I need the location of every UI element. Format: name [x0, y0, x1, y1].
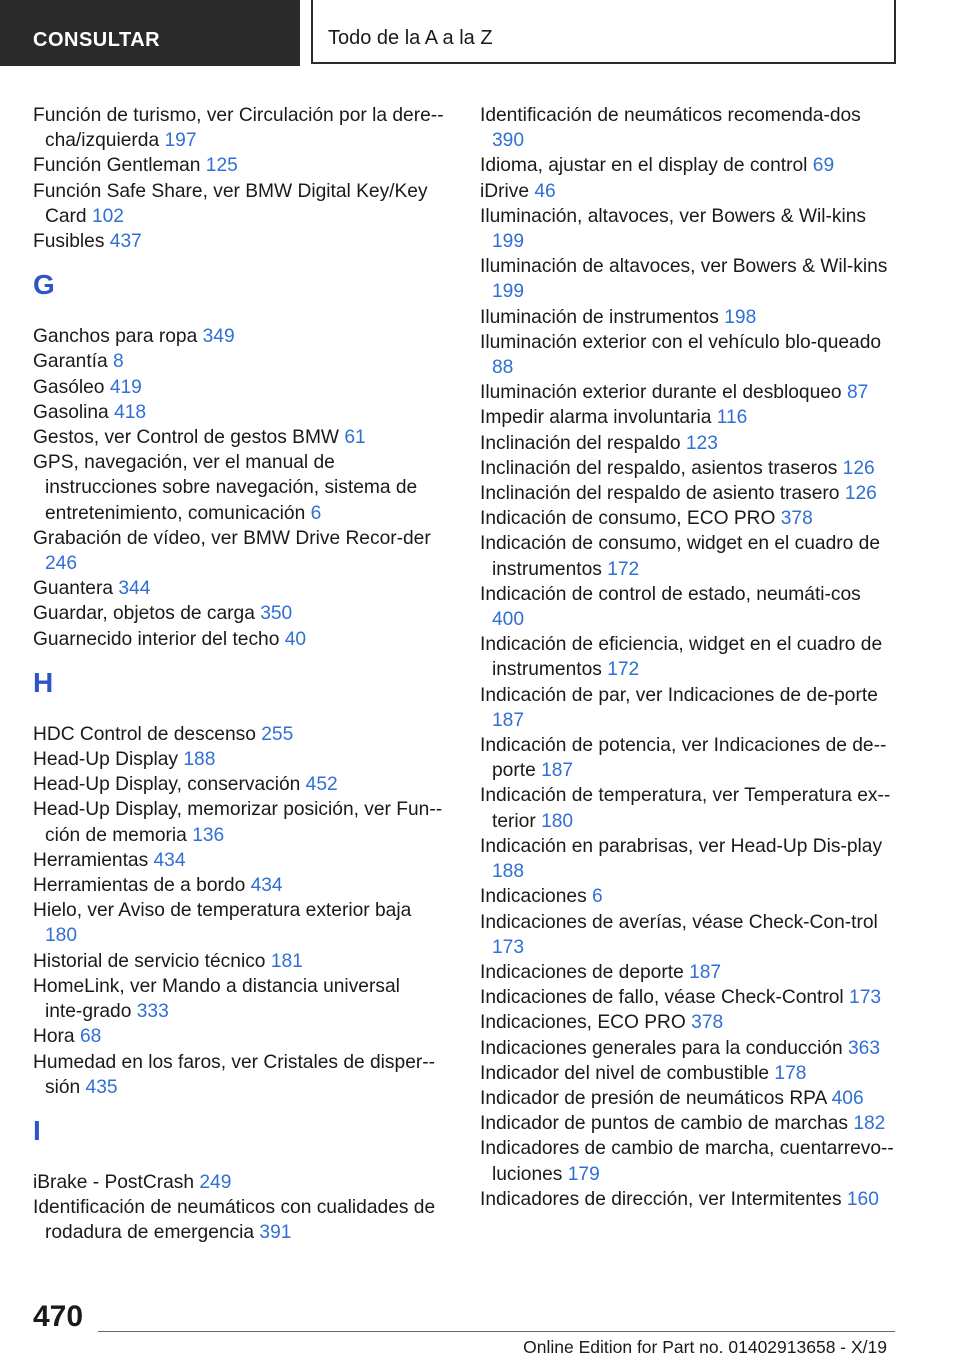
- page-reference-link[interactable]: 363: [848, 1037, 881, 1059]
- page-reference-link[interactable]: 126: [844, 483, 877, 505]
- page-reference-link[interactable]: 181: [270, 950, 303, 972]
- page-reference-link[interactable]: 8: [113, 351, 124, 373]
- index-entry-text: Iluminación exterior con el vehículo blo-queado: [480, 331, 882, 353]
- page-reference-link[interactable]: 116: [716, 407, 748, 429]
- index-entry: [480, 254, 895, 304]
- index-entry: [480, 305, 895, 330]
- index-entry-text: Función Gentleman: [33, 155, 201, 177]
- index-entry: [33, 797, 448, 847]
- index-entry: [33, 722, 448, 747]
- index-entry-text: Hielo, ver Aviso de temperatura exterior baja: [33, 900, 412, 922]
- index-entry: [480, 1086, 895, 1111]
- page-reference-link[interactable]: 418: [114, 401, 147, 423]
- index-entry-text: Inclinación del respaldo: [480, 432, 681, 454]
- page-reference-link[interactable]: 350: [260, 603, 293, 625]
- index-entry: [33, 898, 448, 948]
- index-column-right: [480, 103, 895, 1212]
- edition-text: Online Edition for Part no. 01402913658 - X/19: [523, 1337, 887, 1357]
- index-entry-text: iBrake - PostCrash: [33, 1171, 195, 1193]
- page-reference-link[interactable]: 40: [284, 628, 307, 650]
- index-entry: [480, 910, 895, 960]
- index-entry-text: Identificación de neumáticos con cualidades de rodadura de emergencia: [33, 1197, 436, 1244]
- index-entry: [33, 375, 448, 400]
- index-entry-text: Función Safe Share, ver BMW Digital Key/Key Card: [33, 180, 428, 227]
- page-reference-link[interactable]: 378: [780, 508, 813, 530]
- page-reference-link[interactable]: 199: [492, 281, 525, 303]
- index-entry: [33, 153, 448, 178]
- page-reference-link[interactable]: 126: [842, 457, 875, 479]
- page-reference-link[interactable]: 179: [567, 1163, 600, 1185]
- index-entry: [33, 627, 448, 652]
- index-entry-text: Indicación de consumo, widget en el cuadro de instrumentos: [480, 533, 880, 580]
- page-reference-link[interactable]: 187: [492, 709, 525, 731]
- page-reference-link[interactable]: 249: [199, 1171, 232, 1193]
- index-entry: [33, 1170, 448, 1195]
- index-entry-text: Iluminación exterior durante el desbloqueo: [480, 382, 842, 404]
- index-entry: [480, 733, 895, 783]
- index-entry-text: Humedad en los faros, ver Cristales de disper-sión: [33, 1051, 436, 1098]
- index-entry: [33, 526, 448, 576]
- index-entry: [33, 1050, 448, 1100]
- index-entry-text: Indicación de potencia, ver Indicaciones de de-porte: [480, 735, 887, 782]
- index-letter-heading: H: [33, 666, 54, 698]
- page-reference-link[interactable]: 188: [183, 749, 216, 771]
- index-entry-text: Hora: [33, 1026, 75, 1048]
- page-reference-link[interactable]: 333: [136, 1001, 169, 1023]
- index-entry-text: GPS, navegación, ver el manual de instrucciones sobre navegación, sistema de entretenimiento, comunicación: [33, 452, 418, 524]
- index-entry-text: Historial de servicio técnico: [33, 950, 266, 972]
- index-entry-text: Gasóleo: [33, 376, 105, 398]
- index-entry: [480, 960, 895, 985]
- index-entry: [33, 400, 448, 425]
- index-entry: [480, 456, 895, 481]
- index-entry-text: Indicaciones de averías, véase Check-Con-trol: [480, 911, 878, 933]
- index-entry: [480, 330, 895, 380]
- index-entry: [33, 103, 448, 153]
- index-entry-text: Inclinación del respaldo de asiento trasero: [480, 483, 840, 505]
- index-entry: [480, 153, 895, 178]
- index-entry: [480, 985, 895, 1010]
- page-number: 470: [33, 1300, 84, 1333]
- index-entry: [33, 349, 448, 374]
- page-reference-link[interactable]: 173: [492, 936, 525, 958]
- index-entry-text: HomeLink, ver Mando a distancia universal inte-grado: [33, 975, 400, 1023]
- index-entry: [480, 481, 895, 506]
- index-entry-text: Indicaciones, ECO PRO: [480, 1012, 686, 1034]
- index-entry-text: Indicación de consumo, ECO PRO: [480, 508, 776, 530]
- index-entry: [480, 431, 895, 456]
- index-entry: [33, 425, 448, 450]
- page-reference-link[interactable]: 160: [846, 1188, 879, 1210]
- page-reference-link[interactable]: 173: [849, 987, 882, 1009]
- index-entry-text: Identificación de neumáticos recomenda-dos: [480, 105, 861, 126]
- index-entry-text: Indicaciones de deporte: [480, 961, 684, 983]
- index-entry-text: Ganchos para ropa: [33, 326, 198, 348]
- page-reference-link[interactable]: 180: [541, 810, 574, 832]
- page-reference-link[interactable]: 391: [259, 1222, 292, 1244]
- page-reference-link[interactable]: 6: [310, 502, 322, 524]
- page-reference-link[interactable]: 6: [592, 886, 603, 908]
- page-reference-link[interactable]: 246: [45, 553, 78, 575]
- index-entry-text: Indicaciones de fallo, véase Check-Control: [480, 987, 844, 1009]
- index-letter-heading: I: [33, 1114, 41, 1146]
- index-entry-text: Indicador de presión de neumáticos RPA: [480, 1087, 827, 1109]
- page-reference-link[interactable]: 188: [492, 861, 525, 883]
- index-entry-text: Indicadores de cambio de marcha, cuentarrevo-luciones: [480, 1138, 894, 1185]
- index-entry: [480, 103, 895, 153]
- index-entry: [480, 531, 895, 581]
- index-entry: [33, 974, 448, 1024]
- index-entry-text: Idioma, ajustar en el display de control: [480, 155, 808, 177]
- page-reference-link[interactable]: 182: [853, 1113, 886, 1135]
- index-entry-text: Herramientas: [33, 849, 149, 871]
- page-reference-link[interactable]: 419: [109, 376, 142, 398]
- index-entry: [33, 324, 448, 349]
- page-reference-link[interactable]: 199: [492, 231, 525, 253]
- index-entry-text: Iluminación de altavoces, ver Bowers & Wil-kins: [480, 256, 888, 278]
- section-tab: CONSULTAR: [0, 0, 300, 66]
- index-entry-text: HDC Control de descenso: [33, 723, 256, 745]
- page-reference-link[interactable]: 172: [607, 558, 640, 580]
- index-entry-text: Fusibles: [33, 231, 105, 253]
- page-reference-link[interactable]: 102: [91, 205, 124, 227]
- index-entry-text: Head-Up Display, conservación: [33, 774, 301, 796]
- index-entry-text: Gasolina: [33, 401, 109, 423]
- index-entry: [480, 179, 895, 204]
- index-entry: [480, 783, 895, 833]
- index-entry: [33, 450, 448, 526]
- index-entry: [33, 848, 448, 873]
- page-reference-link[interactable]: 69: [812, 155, 835, 177]
- index-entry: [33, 229, 448, 254]
- page-reference-link[interactable]: 187: [541, 760, 574, 782]
- page-reference-link[interactable]: 378: [691, 1012, 724, 1034]
- index-entry-text: Impedir alarma involuntaria: [480, 407, 712, 429]
- index-entry-text: Indicador del nivel de combustible: [480, 1062, 770, 1084]
- page-reference-link[interactable]: 180: [45, 925, 78, 947]
- page-reference-link[interactable]: 187: [689, 961, 722, 983]
- index-entry-text: Guardar, objetos de carga: [33, 603, 255, 625]
- index-entry: [480, 1111, 895, 1136]
- index-entry: [480, 1036, 895, 1061]
- page-reference-link[interactable]: 125: [205, 155, 238, 177]
- page-reference-link[interactable]: 390: [492, 130, 525, 152]
- index-entry: [33, 873, 448, 898]
- index-entry-text: Indicación de eficiencia, widget en el cuadro de instrumentos: [480, 634, 883, 681]
- page-header: [0, 0, 960, 66]
- index-entry-text: Gestos, ver Control de gestos BMW: [33, 427, 340, 449]
- page-reference-link[interactable]: 255: [261, 723, 294, 745]
- index-entry: [480, 683, 895, 733]
- page-reference-link[interactable]: 123: [685, 432, 718, 454]
- footer-divider: [98, 1331, 895, 1332]
- page-reference-link[interactable]: 434: [250, 875, 283, 897]
- index-entry-text: Iluminación de instrumentos: [480, 306, 719, 328]
- page-reference-link[interactable]: 136: [192, 824, 225, 846]
- index-entry: [480, 506, 895, 531]
- index-entry: [480, 405, 895, 430]
- index-entry: [480, 884, 895, 909]
- page-reference-link[interactable]: 344: [118, 578, 151, 600]
- index-entry-text: Indicaciones: [480, 886, 587, 908]
- page-reference-link[interactable]: 178: [774, 1062, 807, 1084]
- index-entry-text: Indicación en parabrisas, ver Head-Up Dis-play: [480, 835, 883, 857]
- index-entry: [33, 747, 448, 772]
- index-entry-text: Garantía: [33, 351, 108, 373]
- index-entry: [480, 582, 895, 632]
- index-entry-text: Guarnecido interior del techo: [33, 628, 280, 650]
- page-reference-link[interactable]: 68: [79, 1026, 102, 1048]
- index-entry: [33, 949, 448, 974]
- index-entry: [480, 1136, 895, 1186]
- index-entry: [480, 1010, 895, 1035]
- page-reference-link[interactable]: 197: [164, 130, 197, 152]
- index-entry-text: Grabación de vídeo, ver BMW Drive Recor-der: [33, 527, 431, 549]
- page-reference-link[interactable]: 349: [202, 326, 235, 348]
- index-entry: [480, 834, 895, 884]
- index-column-left: [33, 103, 448, 1246]
- index-letter-heading: G: [33, 269, 55, 301]
- index-entry-text: Indicaciones generales para la conducción: [480, 1037, 843, 1059]
- index-entry-text: Head-Up Display, memorizar posición, ver Fun-ción de memoria: [33, 799, 443, 846]
- page-reference-link[interactable]: 87: [846, 382, 869, 404]
- page-reference-link[interactable]: 46: [534, 180, 556, 202]
- page-reference-link[interactable]: 400: [492, 609, 525, 631]
- page-reference-link[interactable]: 452: [305, 774, 338, 796]
- index-entry: [33, 179, 448, 229]
- section-title: Todo de la A a la Z: [311, 0, 896, 64]
- page-reference-link[interactable]: 198: [724, 306, 757, 328]
- index-entry-text: Indicadores de dirección, ver Intermitentes: [480, 1188, 842, 1210]
- index-entry-text: Indicación de par, ver Indicaciones de de-porte: [480, 684, 878, 706]
- index-entry: [33, 576, 448, 601]
- index-entry: [480, 632, 895, 682]
- index-entry-text: Inclinación del respaldo, asientos traseros: [480, 457, 838, 479]
- page-reference-link[interactable]: 172: [607, 659, 640, 681]
- index-entry-text: Guantera: [33, 578, 114, 600]
- index-entry: [33, 1024, 448, 1049]
- index-entry: [33, 772, 448, 797]
- page-reference-link[interactable]: 434: [153, 849, 186, 871]
- index-entry: [33, 1195, 448, 1245]
- page-reference-link[interactable]: 406: [831, 1087, 864, 1109]
- page-reference-link[interactable]: 435: [85, 1076, 118, 1098]
- index-entry: [480, 1061, 895, 1086]
- index-entry: [33, 601, 448, 626]
- page-reference-link[interactable]: 61: [344, 427, 366, 449]
- index-entry-text: Iluminación, altavoces, ver Bowers & Wil-kins: [480, 205, 867, 227]
- index-entry-text: Indicación de control de estado, neumáti-cos: [480, 583, 861, 605]
- index-entry-text: Indicador de puntos de cambio de marchas: [480, 1113, 848, 1135]
- index-entry: [480, 380, 895, 405]
- index-entry-text: Función de turismo, ver Circulación por la dere-cha/izquierda: [33, 105, 444, 152]
- page-reference-link[interactable]: 88: [492, 357, 514, 379]
- index-entry-text: iDrive: [480, 180, 530, 202]
- index-entry-text: Indicación de temperatura, ver Temperatura ex-terior: [480, 785, 891, 832]
- page-reference-link[interactable]: 437: [109, 231, 142, 253]
- footer-edition: [0, 1337, 887, 1358]
- index-entry-text: Herramientas de a bordo: [33, 875, 246, 897]
- index-entry: [480, 1187, 895, 1212]
- index-entry-text: Head-Up Display: [33, 749, 179, 771]
- index-entry: [480, 204, 895, 254]
